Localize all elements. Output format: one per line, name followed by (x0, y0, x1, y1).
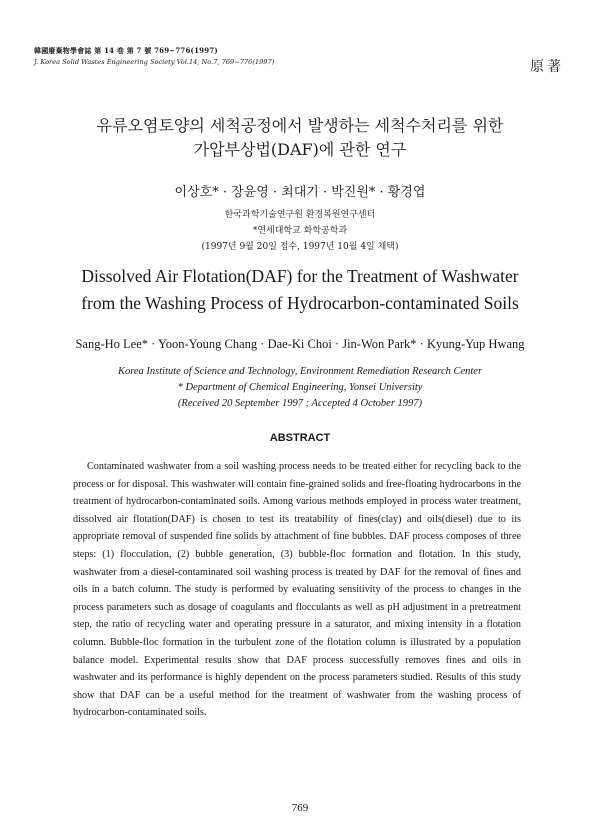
english-received-dates: (Received 20 September 1997 ; Accepted 4 October 1997) (177, 398, 423, 409)
korean-title (0, 114, 600, 162)
english-authors: Sang-Ho Lee* · Yoon-Young Chang · Dae-Ki Choi · Jin-Won Park* · Kyung-Yup Hwang (75, 337, 525, 351)
korean-title-line-1: 유류오염토양의 세척공정에서 발생하는 세척수처리를 위한 (96, 116, 504, 135)
journal-citation-korean: 韓國廢棄物學會誌 第 14 卷 第 7 號 769~776(1997) (34, 46, 218, 55)
korean-title-line-2: 가압부상법(DAF)에 관한 연구 (193, 140, 407, 159)
korean-affiliation-line-2: *연세대학교 화학공학과 (252, 226, 348, 236)
english-affiliation-line-1: Korea Institute of Science and Technology, Environment Remediation Research Center (117, 366, 483, 377)
english-title-line-2: from the Washing Process of Hydrocarbon-contaminated Soils (81, 293, 519, 313)
english-title-line-1: Dissolved Air Flotation(DAF) for the Treatment of Washwater (81, 266, 519, 286)
article-type-label: 原著 (530, 59, 564, 75)
abstract-body: Contaminated washwater from a soil washing process needs to be treated either for recycling back to the process or for disposal. This washwater will contain fine-grained solids and free-floating hydrocarbons in the treatment of hydrocarbon-contaminated soils. Among various methods employed in process water treatment, dissolved air flotation(DAF) is chosen to test its treatability of fines(clay) and oils(diesel) due to its appropriate removal of suspended fine solids by attachment of fine bubbles. DAF process composes of three steps: (1) flocculation, (2) bubble generation, (3) bubble-floc formation and flotation. In this study, washwater from a diesel-contaminated soil washing process is treated by DAF for the removal of fines and oils in a batch column. The study is performed by evaluating sensitivity of the process to changes in the process parameters such as dosage of coagulants and flocculants as well as pH adjustment in a pretreatment step, the ratio of recycling water and operating pressure in a saturator, and mixing intensity in a flotation column. Bubble-floc formation in the turbulent zone of the flotation column is illustrated by a population balance model. Experimental results show that DAF process successfully removes fines and oils in washwater and its performance is highly dependent on the process parameters studied. Results of this study show that DAF can be a useful method for the treatment of washwater from the washing process of hydrocarbon-contaminated soils. (73, 461, 521, 719)
english-affiliations (0, 364, 600, 412)
korean-affiliations (0, 207, 600, 255)
abstract-heading: ABSTRACT (269, 432, 331, 444)
page-number: 769 (291, 802, 309, 814)
english-affiliation-line-2: * Department of Chemical Engineering, Yonsei University (177, 382, 423, 393)
korean-authors: 이상호* · 장윤영 · 최대기 · 박진원* · 황경엽 (174, 185, 426, 200)
journal-citation-english: J. Korea Solid Wastes Engineering Society Vol.14, No.7, 769~776(1997) (34, 58, 275, 66)
english-title (0, 263, 600, 317)
korean-affiliation-line-1: 한국과학기술연구원 환경복원연구센터 (224, 210, 376, 220)
korean-received-dates: (1997년 9월 20일 접수, 1997년 10월 4일 채택) (201, 242, 399, 252)
journal-header (34, 46, 564, 75)
